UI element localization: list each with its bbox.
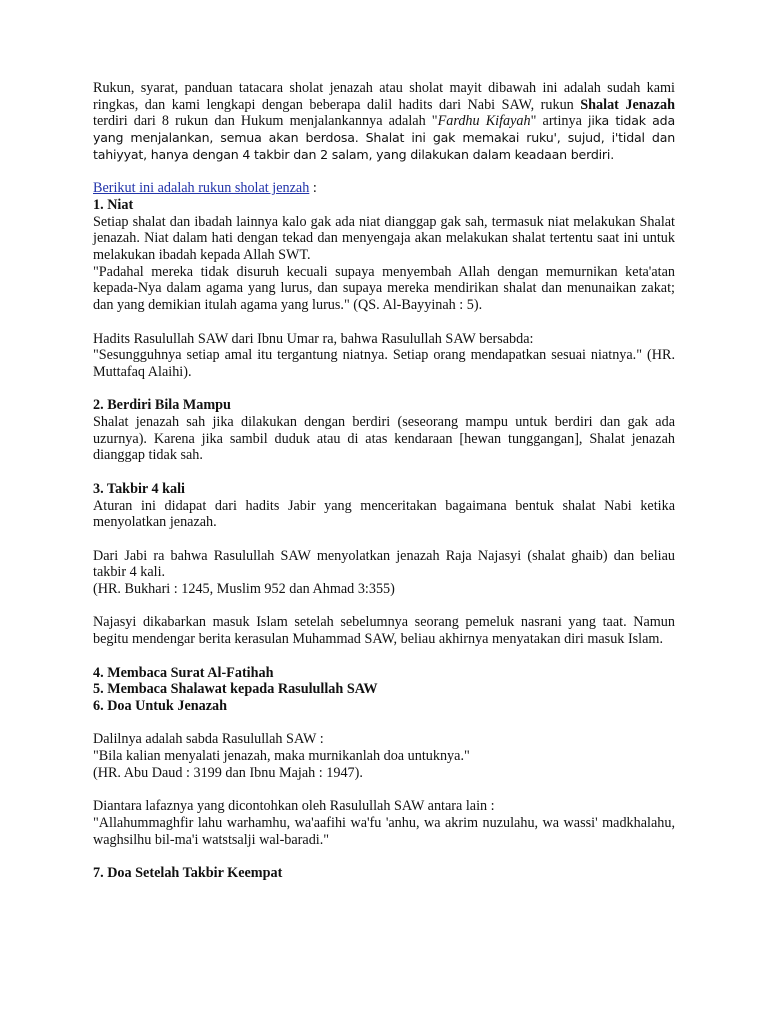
rukun-list-link[interactable]: Berikut ini adalah rukun sholat jenzah xyxy=(93,180,310,197)
paragraph: Hadits Rasulullah SAW dari Ibnu Umar ra, bahwa Rasulullah SAW bersabda: xyxy=(93,330,534,347)
intro-paragraph xyxy=(93,80,675,164)
heading-berdiri: 2. Berdiri Bila Mampu xyxy=(93,397,231,414)
intro-text: Rukun, syarat, panduan tatacara sholat jenazah atau sholat mayit dibawah ini adalah sudah kami ringkas, dan kami lengkapi dengan beberapa dalil hadits dari Nabi SAW, rukun xyxy=(93,80,675,113)
paragraph: Dari Jabi ra bahwa Rasulullah SAW menyolatkan jenazah Raja Najasyi (shalat ghaib) dan beliau takbir 4 kali. xyxy=(93,547,675,581)
citation: (HR. Abu Daud : 3199 dan Ibnu Majah : 1947). xyxy=(93,764,363,781)
paragraph: Aturan ini didapat dari hadits Jabir yang menceritakan bagaimana bentuk shalat Nabi ketika menyolatkan jenazah. xyxy=(93,497,675,531)
intro-text-sans: jika tidak ada yang menjalankan, semua akan berdosa. Shalat ini gak memakai ruku', sujud, i'tidal dan tahiyyat, hanya dengan 4 takbir dan 2 salam, yang dilakukan dalam keadaan berdiri. xyxy=(93,113,675,162)
intro-italic-term: Fardhu Kifayah xyxy=(437,113,531,130)
paragraph: Dalilnya adalah sabda Rasulullah SAW : xyxy=(93,731,324,748)
intro-text: terdiri dari 8 rukun dan Hukum menjalankannya adalah " xyxy=(93,113,438,130)
heading-niat: 1. Niat xyxy=(93,196,134,213)
intro-bold-term: Shalat Jenazah xyxy=(580,96,676,113)
heading-doa: 6. Doa Untuk Jenazah xyxy=(93,697,228,714)
quote-paragraph: "Bila kalian menyalati jenazah, maka murnikanlah doa untuknya." xyxy=(93,748,470,764)
quote-paragraph: "Sesungguhnya setiap amal itu tergantung niatnya. Setiap orang mendapatkan sesuai niatnya." (HR. Muttafaq Alaihi). xyxy=(93,347,675,380)
paragraph: Shalat jenazah sah jika dilakukan dengan berdiri (seseorang mampu untuk berdiri dan gak ada uzurnya). Karena jika sambil duduk atau di atas kendaraan [hewan tunggangan], Shalat jenazah dianggap tidak sah. xyxy=(93,414,675,464)
paragraph: Najasyi dikabarkan masuk Islam setelah sebelumnya seorang pemeluk nasrani yang taat. Namun begitu mendengar berita kerasulan Muhammad SAW, beliau akhirnya menyatakan diri masuk Islam. xyxy=(93,614,675,648)
paragraph: Diantara lafaznya yang dicontohkan oleh Rasulullah SAW antara lain : xyxy=(93,798,495,815)
list-intro-suffix: : xyxy=(309,180,317,197)
quote-paragraph: "Allahummaghfir lahu warhamhu, wa'aafihi wa'fu 'anhu, wa akrim nuzulahu, wa wassi' madkhalahu, waghsilhu bil-ma'i watstsalji wal-baradi." xyxy=(93,814,675,848)
heading-doa-setelah-takbir: 7. Doa Setelah Takbir Keempat xyxy=(93,864,283,881)
document-page xyxy=(93,80,675,882)
list-intro xyxy=(93,180,675,197)
paragraph: Setiap shalat dan ibadah lainnya kalo gak ada niat dianggap gak sah, termasuk niat melakukan Shalat jenazah. Niat dalam hati dengan tekad dan menyengaja akan melakukan shalat tertentu saat ini untuk melakukan ibadah kepada Allah SWT. xyxy=(93,213,675,264)
heading-shalawat: 5. Membaca Shalawat kepada Rasulullah SAW xyxy=(93,681,378,698)
quote-paragraph: "Padahal mereka tidak disuruh kecuali supaya menyembah Allah dengan memurnikan keta'atan kepada-Nya dalam agama yang lurus, dan supaya mereka mendirikan shalat dan menunaikan zakat; dan yang demikian itulah agama yang lurus." (QS. Al-Bayyinah : 5). xyxy=(93,263,675,314)
heading-fatihah: 4. Membaca Surat Al-Fatihah xyxy=(93,664,274,681)
citation: (HR. Bukhari : 1245, Muslim 952 dan Ahmad 3:355) xyxy=(93,581,395,598)
heading-takbir: 3. Takbir 4 kali xyxy=(93,480,186,497)
intro-text: " artinya xyxy=(530,113,589,130)
